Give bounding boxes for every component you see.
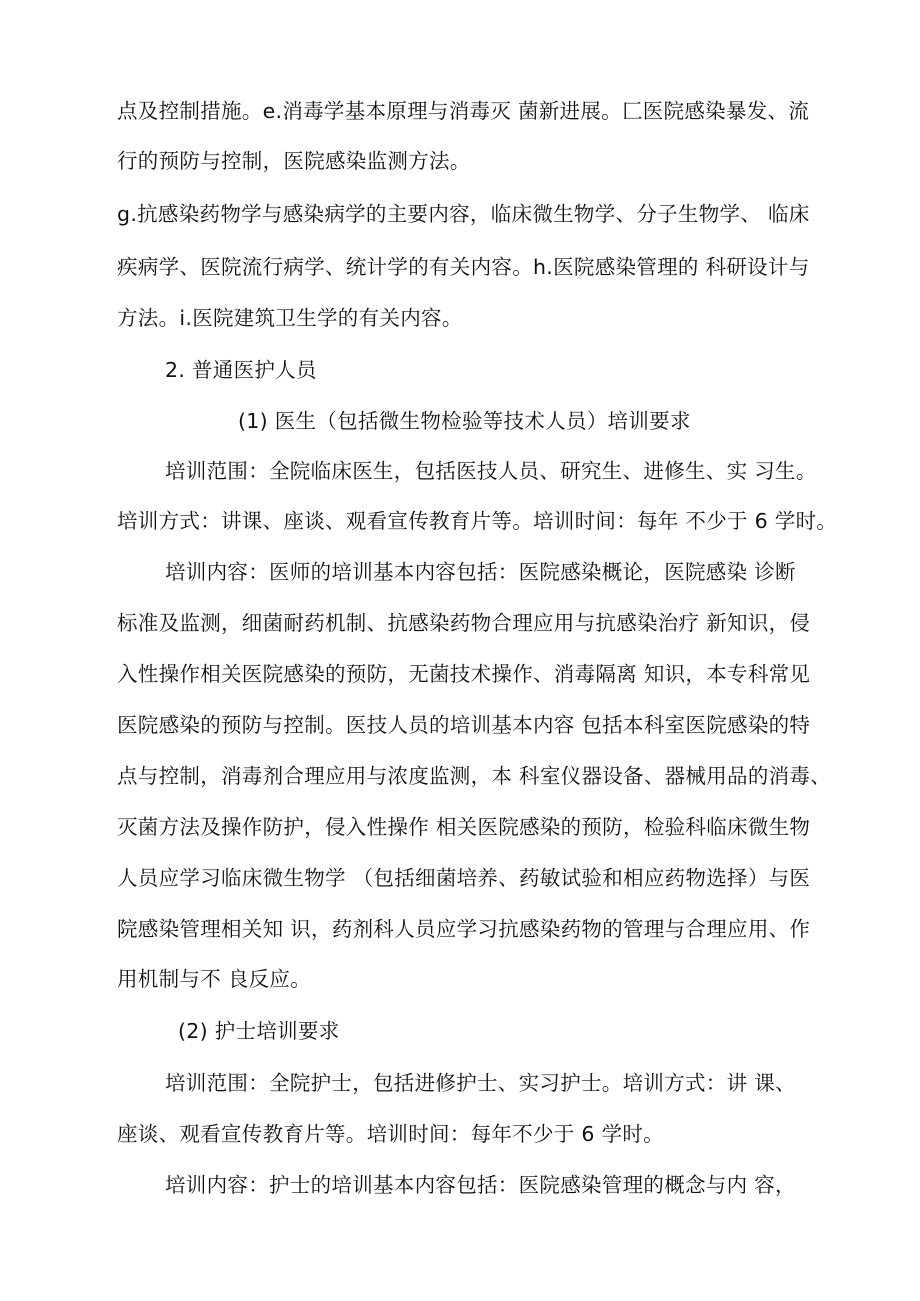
subsection-heading: (1) 医生（包括微生物检验等技术人员）培训要求: [238, 409, 691, 433]
text-line: 人员应学习临床微生物学 （包括细菌培养、药敏试验和相应药物选择）与医: [117, 866, 811, 890]
text-line: g.抗感染药物学与感染病学的主要内容，临床微生物学、分子生物学、 临床: [117, 202, 810, 226]
text-line: 点与控制，消毒剂合理应用与浓度监测，本 科室仪器设备、器械用品的消毒、: [117, 764, 832, 788]
text-line: 标准及监测，细菌耐药机制、抗感染药物合理应用与抗感染治疗 新知识，侵: [117, 611, 811, 635]
text-line: 培训内容：护士的培训基本内容包括：医院感染管理的概念与内 容，: [165, 1173, 796, 1197]
text-line: 入性操作相关医院感染的预防，无菌技术操作、消毒隔离 知识，本专科常见: [117, 662, 811, 686]
section-heading: 2. 普通医护人员: [165, 358, 317, 382]
text-line: 培训方式：讲课、座谈、观看宣传教育片等。培训时间：每年 不少于 6 学时。: [117, 509, 838, 533]
text-line: 疾病学、医院流行病学、统计学的有关内容。h.医院感染管理的 科研设计与: [117, 255, 810, 279]
text-line: 培训内容：医师的培训基本内容包括：医院感染概论，医院感染 诊断: [165, 560, 796, 584]
text-line: 点及控制措施。e.消毒学基本原理与消毒灭 菌新进展。匚医院感染暴发、流: [117, 99, 810, 123]
text-line: 灭菌方法及操作防护，侵入性操作 相关医院感染的预防，检验科临床微生物: [117, 815, 811, 839]
subsection-heading: (2) 护士培训要求: [178, 1019, 340, 1043]
text-line: 座谈、观看宣传教育片等。培训时间：每年不少于 6 学时。: [117, 1122, 664, 1146]
text-line: 行的预防与控制，医院感染监测方法。: [117, 149, 471, 173]
text-line: 院感染管理相关知 识，药剂科人员应学习抗感染药物的管理与合理应用、作: [117, 917, 811, 941]
text-line: 培训范围：全院护士，包括进修护士、实习护士。培训方式：讲 课、: [165, 1071, 796, 1095]
text-line: 方法。i.医院建筑卫生学的有关内容。: [117, 306, 463, 330]
text-line: 培训范围：全院临床医生，包括医技人员、研究生、进修生、实 习生。: [165, 459, 817, 483]
text-line: 用机制与不 良反应。: [117, 967, 312, 991]
text-line: 医院感染的预防与控制。医技人员的培训基本内容 包括本科室医院感染的特: [117, 713, 811, 737]
